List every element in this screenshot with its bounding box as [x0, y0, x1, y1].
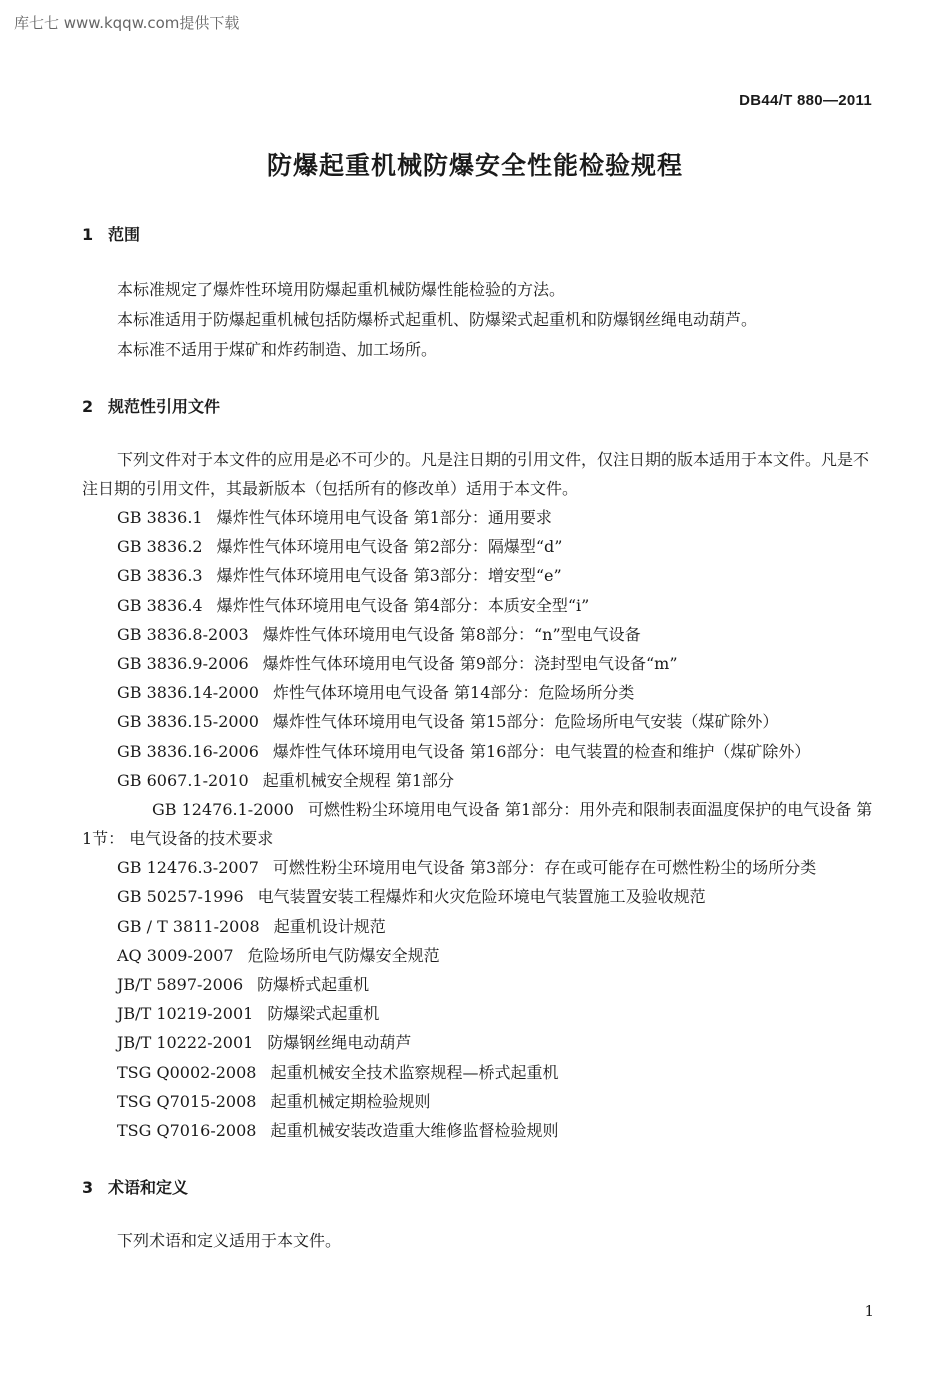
section-1-para-2: 本标准适用于防爆起重机械包括防爆桥式起重机、防爆梁式起重机和防爆钢丝绳电动葫芦。	[117, 310, 758, 329]
reference-code: TSG Q7016-2008	[117, 1120, 257, 1140]
reference-item	[117, 620, 876, 649]
reference-title: 爆炸性气体环境用电气设备 第3部分：增安型“e”	[216, 566, 562, 586]
reference-title: 爆炸性气体环境用电气设备 第1部分：通用要求	[216, 508, 552, 527]
reference-code: GB 50257-1996	[117, 887, 244, 907]
section-3-heading	[82, 1175, 188, 1198]
reference-title: 防爆桥式起重机	[257, 975, 370, 995]
reference-title: 起重机械安全技术监察规程—桥式起重机	[270, 1062, 559, 1082]
section-1-heading	[82, 222, 140, 245]
section-1-title: 范围	[108, 225, 141, 244]
section-2-heading	[82, 394, 220, 417]
reference-code: GB 6067.1-2010	[117, 770, 249, 790]
reference-title: 炸性气体环境用电气设备 第14部分：危险场所分类	[272, 683, 635, 703]
reference-item	[117, 999, 876, 1028]
reference-item	[117, 970, 876, 999]
reference-title: 电气装置安装工程爆炸和火灾危险环境电气装置施工及验收规范	[257, 887, 706, 907]
reference-item	[117, 1058, 876, 1087]
section-2-title: 规范性引用文件	[108, 397, 221, 416]
reference-title: 起重机械安装改造重大维修监督检验规则	[270, 1120, 559, 1140]
reference-item	[117, 707, 876, 736]
reference-title: 起重机械定期检验规则	[270, 1091, 431, 1111]
section-3-title: 术语和定义	[108, 1178, 189, 1197]
reference-code: GB 12476.1-2000	[152, 799, 294, 819]
section-3-intro: 下列术语和定义适用于本文件。	[117, 1231, 342, 1250]
reference-item	[117, 882, 876, 911]
reference-code: TSG Q7015-2008	[117, 1091, 257, 1111]
reference-code: JB/T 10222-2001	[117, 1033, 254, 1053]
reference-item	[117, 678, 876, 707]
reference-item	[117, 737, 876, 766]
section-2-intro: 下列文件对于本文件的应用是必不可少的。凡是注日期的引用文件，仅注日期的版本适用于本文件。凡是不注日期的引用文件，其最新版本（包括所有的修改单）适用于本文件。	[82, 450, 870, 498]
reference-code: GB 3836.9-2006	[117, 653, 249, 673]
reference-code: GB 3836.2	[117, 537, 203, 557]
reference-item	[117, 561, 876, 590]
reference-code: GB 3836.16-2006	[117, 741, 259, 761]
reference-code: GB / T 3811-2008	[117, 916, 260, 936]
reference-code: GB 3836.1	[117, 508, 203, 527]
reference-item	[117, 766, 876, 795]
reference-item	[117, 1087, 876, 1116]
reference-item	[117, 1028, 876, 1057]
reference-code: TSG Q0002-2008	[117, 1062, 257, 1082]
reference-list	[82, 503, 876, 1145]
reference-item	[117, 853, 876, 882]
section-1-para-3: 本标准不适用于煤矿和炸药制造、加工场所。	[117, 340, 438, 359]
page-number: 1	[864, 1302, 874, 1320]
reference-title: 防爆钢丝绳电动葫芦	[267, 1033, 412, 1053]
reference-item	[117, 532, 876, 561]
reference-title: 危险场所电气防爆安全规范	[247, 945, 440, 965]
standard-code: DB44/T 880—2011	[739, 92, 872, 109]
reference-title: 防爆梁式起重机	[267, 1004, 380, 1024]
reference-title: 可燃性粉尘环境用电气设备 第1部分：用外壳和限制表面温度保护的电气设备 第1节： 电气设备的技术要求	[82, 799, 873, 849]
reference-item	[117, 591, 876, 620]
reference-title: 爆炸性气体环境用电气设备 第16部分：电气装置的检查和维护（煤矿除外）	[272, 741, 811, 761]
reference-code: GB 3836.15-2000	[117, 712, 259, 732]
reference-code: AQ 3009-2007	[117, 945, 234, 965]
reference-item	[117, 1116, 876, 1145]
section-1-number: 1	[82, 225, 94, 244]
reference-title: 起重机设计规范	[273, 916, 386, 936]
reference-title: 爆炸性气体环境用电气设备 第8部分：“n”型电气设备	[262, 624, 641, 644]
reference-code: GB 3836.8-2003	[117, 624, 249, 644]
reference-code: GB 12476.3-2007	[117, 858, 259, 878]
reference-title: 起重机械安全规程 第1部分	[262, 770, 455, 790]
reference-title: 可燃性粉尘环境用电气设备 第3部分：存在或可能存在可燃性粉尘的场所分类	[272, 858, 817, 878]
reference-item	[117, 503, 876, 532]
section-3-number: 3	[82, 1178, 94, 1197]
reference-title: 爆炸性气体环境用电气设备 第9部分：浇封型电气设备“m”	[262, 653, 678, 673]
reference-item	[82, 795, 876, 853]
watermark-text: 库七七 www.kqqw.com提供下载	[14, 14, 240, 32]
reference-title: 爆炸性气体环境用电气设备 第4部分：本质安全型“i”	[216, 595, 590, 615]
reference-code: JB/T 5897-2006	[117, 975, 244, 995]
reference-code: JB/T 10219-2001	[117, 1004, 254, 1024]
reference-title: 爆炸性气体环境用电气设备 第2部分：隔爆型“d”	[216, 537, 563, 557]
reference-item	[117, 649, 876, 678]
reference-code: GB 3836.4	[117, 595, 203, 615]
page-title: 防爆起重机械防爆安全性能检验规程	[266, 151, 683, 180]
reference-code: GB 3836.14-2000	[117, 683, 259, 703]
reference-item	[117, 941, 876, 970]
reference-item	[117, 912, 876, 941]
section-2-number: 2	[82, 397, 94, 416]
reference-title: 爆炸性气体环境用电气设备 第15部分：危险场所电气安装（煤矿除外）	[272, 712, 779, 732]
section-1-para-1: 本标准规定了爆炸性环境用防爆起重机械防爆性能检验的方法。	[117, 280, 566, 299]
reference-code: GB 3836.3	[117, 566, 203, 586]
